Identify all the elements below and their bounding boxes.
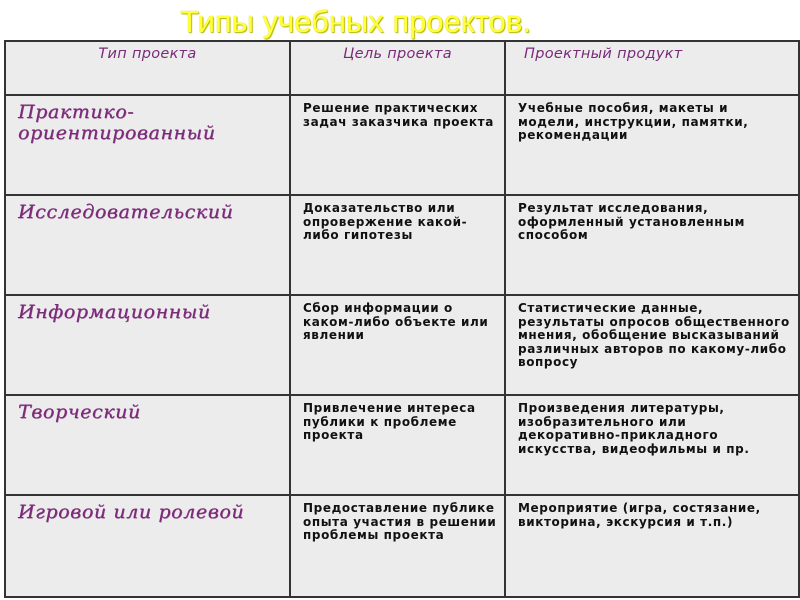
project-type-cell: Информационный [5,295,290,395]
table-row [5,395,799,495]
project-product-cell: Статистические данные, результаты опросов общественного мнения, обобщение высказываний различных авторов по какому-либо вопросу [505,295,799,395]
project-type-cell: Практико-ориентированный [5,95,290,195]
project-product-cell: Учебные пособия, макеты и модели, инструкции, памятки, рекомендации [505,95,799,195]
project-type-cell: Игровой или ролевой [5,495,290,597]
project-product-cell: Произведения литературы, изобразительного или декоративно-прикладного искусства, видеофильмы и пр. [505,395,799,495]
project-type-cell: Творческий [5,395,290,495]
project-goal-cell: Предоставление публике опыта участия в решении проблемы проекта [290,495,505,597]
slide-title: Типы учебных проектов. [180,4,531,39]
table-header-row [5,41,799,95]
header-project-type: Тип проекта [5,41,290,95]
table-row [5,295,799,395]
projects-table [4,40,800,598]
project-goal-cell: Решение практических задач заказчика проекта [290,95,505,195]
project-product-cell: Результат исследования, оформленный установленным способом [505,195,799,295]
header-project-goal: Цель проекта [290,41,505,95]
project-goal-cell: Привлечение интереса публики к проблеме проекта [290,395,505,495]
table-row [5,95,799,195]
projects-table-container [4,40,798,598]
project-goal-cell: Сбор информации о каком-либо объекте или явлении [290,295,505,395]
project-product-cell: Мероприятие (игра, состязание, викторина, экскурсия и т.п.) [505,495,799,597]
project-goal-cell: Доказательство или опровержение какой-либо гипотезы [290,195,505,295]
project-type-cell: Исследовательский [5,195,290,295]
header-project-product: Проектный продукт [505,41,799,95]
table-row [5,495,799,597]
table-row [5,195,799,295]
